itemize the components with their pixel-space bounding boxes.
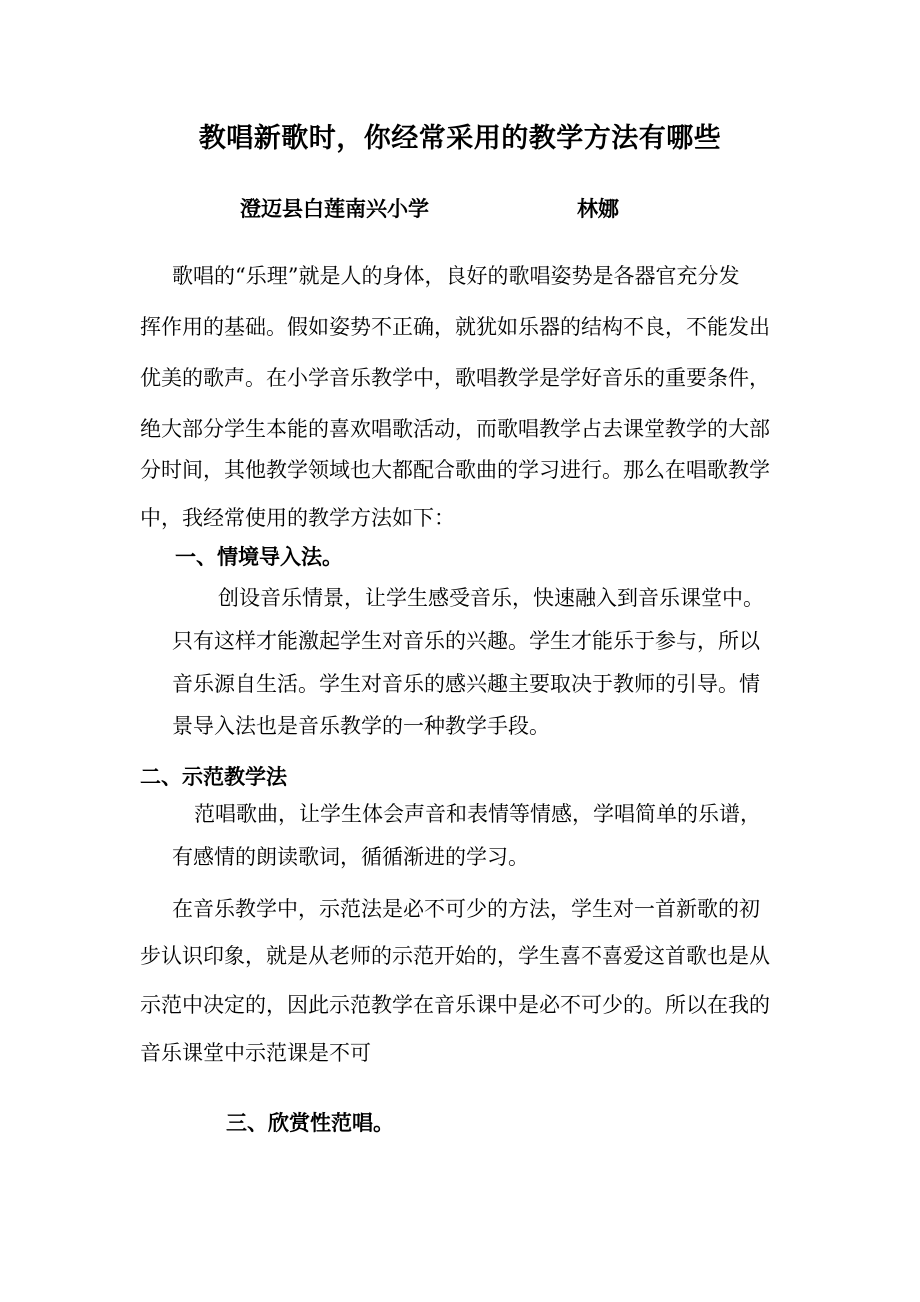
- section2-para-line: 在音乐教学中，示范法是必不可少的方法，学生对一首新歌的初: [172, 897, 760, 921]
- school-name: 澄迈县白莲南兴小学: [240, 196, 429, 221]
- intro-line: 中，我经常使用的教学方法如下：: [140, 506, 455, 530]
- section2-para-line: 示范中决定的，因此示范教学在音乐课中是必不可少的。所以在我的: [140, 993, 770, 1017]
- author-name: 林娜: [577, 196, 619, 221]
- document-title: 教唱新歌时，你经常采用的教学方法有哪些: [198, 123, 722, 154]
- section1-line: 创设音乐情景，让学生感受音乐，快速融入到音乐课堂中。: [218, 586, 764, 610]
- section-heading: 二、示范教学法: [140, 764, 287, 789]
- section2-line: 有感情的朗读歌词，循循渐进的学习。: [172, 845, 529, 869]
- intro-line: 挥作用的基础。假如姿势不正确，就犹如乐器的结构不良，不能发出: [140, 315, 770, 339]
- intro-line: 优美的歌声。在小学音乐教学中，歌唱教学是学好音乐的重要条件，: [140, 366, 770, 390]
- section2-line: 范唱歌曲，让学生体会声音和表情等情感，学唱简单的乐谱，: [194, 802, 761, 826]
- section-heading: 一、情境导入法。: [175, 544, 343, 569]
- intro-line: 绝大部分学生本能的喜欢唱歌活动，而歌唱教学占去课堂教学的大部: [140, 417, 770, 441]
- intro-line: 分时间，其他教学领域也大都配合歌曲的学习进行。那么在唱歌教学: [140, 458, 770, 482]
- section1-line: 景导入法也是音乐教学的一种教学手段。: [172, 714, 550, 738]
- section1-line: 只有这样才能激起学生对音乐的兴趣。学生才能乐于参与，所以: [172, 629, 760, 653]
- intro-line: 歌唱的“乐理”就是人的身体，良好的歌唱姿势是各器官充分发: [172, 264, 740, 288]
- section1-line: 音乐源自生活。学生对音乐的感兴趣主要取决于教师的引导。情: [172, 672, 760, 696]
- section2-para-line: 音乐课堂中示范课是不可: [140, 1041, 371, 1065]
- section2-para-line: 步认识印象，就是从老师的示范开始的，学生喜不喜爱这首歌也是从: [140, 944, 770, 968]
- section-heading: 三、欣赏性范唱。: [226, 1110, 394, 1135]
